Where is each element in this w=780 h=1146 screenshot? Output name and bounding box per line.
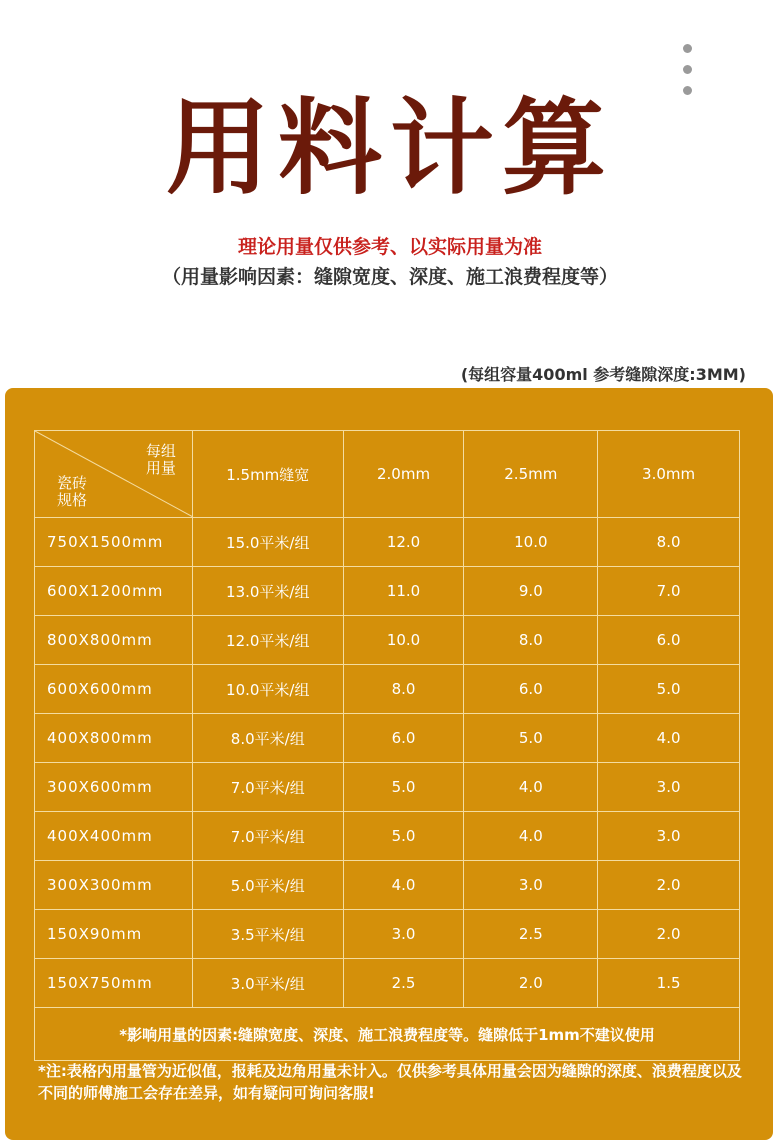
table-row: [35, 959, 740, 1008]
table-header-row: [35, 431, 740, 518]
usage-cell: 3.0: [598, 812, 740, 861]
usage-cell: 3.5平米/组: [192, 910, 343, 959]
usage-cell: 12.0: [343, 518, 464, 567]
usage-cell: 7.0平米/组: [192, 812, 343, 861]
column-header: 1.5mm缝宽: [192, 431, 343, 518]
tile-spec-cell: 300X600mm: [35, 763, 193, 812]
usage-cell: 10.0: [464, 518, 598, 567]
dot: [683, 44, 692, 53]
usage-cell: 1.5: [598, 959, 740, 1008]
footnote: *注:表格内用量管为近似值，报耗及边角用量未计入。仅供参考具体用量会因为缝隙的深度、浪费程度以及不同的师傅施工会存在差异，如有疑问可询问客服!: [38, 1062, 742, 1102]
corner-bottom-label-1: 瓷砖: [57, 474, 88, 492]
usage-cell: 5.0: [343, 763, 464, 812]
usage-cell: 2.0: [464, 959, 598, 1008]
column-header: 2.0mm: [343, 431, 464, 518]
table-row: [35, 812, 740, 861]
usage-cell: 8.0: [598, 518, 740, 567]
usage-cell: 11.0: [343, 567, 464, 616]
usage-cell: 10.0平米/组: [192, 665, 343, 714]
table-row: [35, 714, 740, 763]
usage-cell: 5.0: [598, 665, 740, 714]
table-row: [35, 665, 740, 714]
usage-cell: 5.0: [343, 812, 464, 861]
usage-cell: 2.5: [343, 959, 464, 1008]
usage-cell: 3.0: [598, 763, 740, 812]
tile-spec-cell: 600X1200mm: [35, 567, 193, 616]
tile-spec-cell: 600X600mm: [35, 665, 193, 714]
usage-cell: 7.0平米/组: [192, 763, 343, 812]
table-row: [35, 861, 740, 910]
usage-cell: 6.0: [598, 616, 740, 665]
usage-table: [34, 430, 740, 1061]
usage-cell: 9.0: [464, 567, 598, 616]
capacity-note: (每组容量400ml 参考缝隙深度:3MM): [460, 365, 746, 384]
usage-cell: 8.0平米/组: [192, 714, 343, 763]
usage-cell: 2.0: [598, 861, 740, 910]
column-header: 3.0mm: [598, 431, 740, 518]
dot: [683, 65, 692, 74]
corner-top-label-1: 每组: [145, 442, 176, 460]
column-header: 2.5mm: [464, 431, 598, 518]
table-row: [35, 518, 740, 567]
usage-cell: 10.0: [343, 616, 464, 665]
usage-cell: 2.0: [598, 910, 740, 959]
subtitle-red: 理论用量仅供参考、以实际用量为准: [237, 236, 542, 258]
tile-spec-cell: 750X1500mm: [35, 518, 193, 567]
usage-cell: 6.0: [464, 665, 598, 714]
tile-spec-cell: 400X400mm: [35, 812, 193, 861]
table-footer-note: *影响用量的因素:缝隙宽度、深度、施工浪费程度等。缝隙低于1mm不建议使用: [35, 1008, 740, 1061]
table-row: [35, 567, 740, 616]
usage-cell: 13.0平米/组: [192, 567, 343, 616]
usage-cell: 8.0: [464, 616, 598, 665]
corner-top-label-2: 用量: [145, 459, 176, 477]
usage-cell: 4.0: [598, 714, 740, 763]
table-row: [35, 616, 740, 665]
table-row: [35, 763, 740, 812]
usage-cell: 2.5: [464, 910, 598, 959]
subtitle-dark: （用量影响因素：缝隙宽度、深度、施工浪费程度等）: [161, 266, 618, 288]
usage-cell: 3.0: [343, 910, 464, 959]
usage-cell: 3.0平米/组: [192, 959, 343, 1008]
usage-cell: 12.0平米/组: [192, 616, 343, 665]
tile-spec-cell: 150X90mm: [35, 910, 193, 959]
table-footer-row: [35, 1008, 740, 1061]
corner-cell: [35, 431, 193, 518]
usage-cell: 5.0平米/组: [192, 861, 343, 910]
usage-cell: 5.0: [464, 714, 598, 763]
usage-cell: 15.0平米/组: [192, 518, 343, 567]
usage-cell: 4.0: [464, 812, 598, 861]
usage-cell: 4.0: [464, 763, 598, 812]
tile-spec-cell: 800X800mm: [35, 616, 193, 665]
tile-spec-cell: 300X300mm: [35, 861, 193, 910]
usage-cell: 3.0: [464, 861, 598, 910]
table-row: [35, 910, 740, 959]
page-title: 用料计算: [165, 87, 614, 209]
usage-cell: 8.0: [343, 665, 464, 714]
usage-cell: 6.0: [343, 714, 464, 763]
usage-cell: 4.0: [343, 861, 464, 910]
usage-cell: 7.0: [598, 567, 740, 616]
corner-bottom-label-2: 规格: [57, 491, 88, 509]
tile-spec-cell: 400X800mm: [35, 714, 193, 763]
tile-spec-cell: 150X750mm: [35, 959, 193, 1008]
